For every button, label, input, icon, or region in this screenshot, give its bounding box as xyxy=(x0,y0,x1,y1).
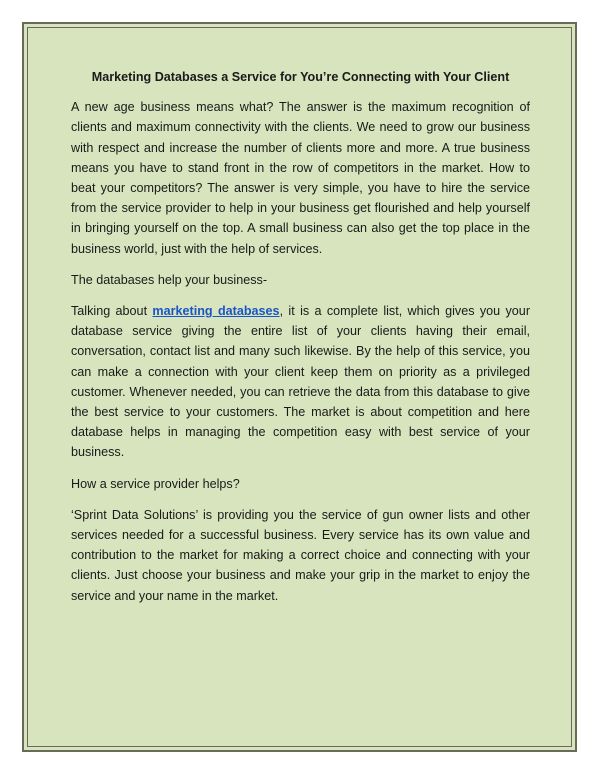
heading-service-provider: How a service provider helps? xyxy=(71,476,240,491)
paragraph-text-before-link: Talking about xyxy=(71,304,153,319)
marketing-databases-link[interactable]: marketing databases xyxy=(152,304,280,319)
paragraph-marketing-databases xyxy=(71,301,530,463)
heading-databases-help: The databases help your business- xyxy=(71,272,268,287)
paragraph-text-after-link: , it is a complete list, which gives you your database service giving the entire list of your clients having their email, conversation, contact list and many such likewise. By the help of this service, you can make a connection with your client keep them on priority as a privileged customer. Whenever needed, you can retrieve the data from this database to give the best service to your customers. The market is about competition and here database helps in managing the competition easy with best service of your business. xyxy=(71,304,531,460)
paragraph-intro: A new age business means what? The answer is the maximum recognition of clients and maximum connectivity with the clients. We need to grow our business with respect and increase the number of clients more and more. A true business means you have to stand front in the row of competitors in the market. How to beat your competitors? The answer is very simple, you have to hire the service from the service provider to help in your business get flourished and help yourself in bringing yourself on the top. A small business can also get the top place in the business world, just with the help of services. xyxy=(71,100,530,256)
document-body xyxy=(71,67,530,617)
paragraph-sprint-data: ‘Sprint Data Solutions’ is providing you the service of gun owner lists and other services needed for a successful business. Every service has its own value and contribution to the market for making a correct choice and connecting with your clients. Just choose your business and make your grip in the market to enjoy the service and your name in the market. xyxy=(71,507,530,603)
document-title: Marketing Databases a Service for You’re Connecting with Your Client xyxy=(91,70,510,84)
